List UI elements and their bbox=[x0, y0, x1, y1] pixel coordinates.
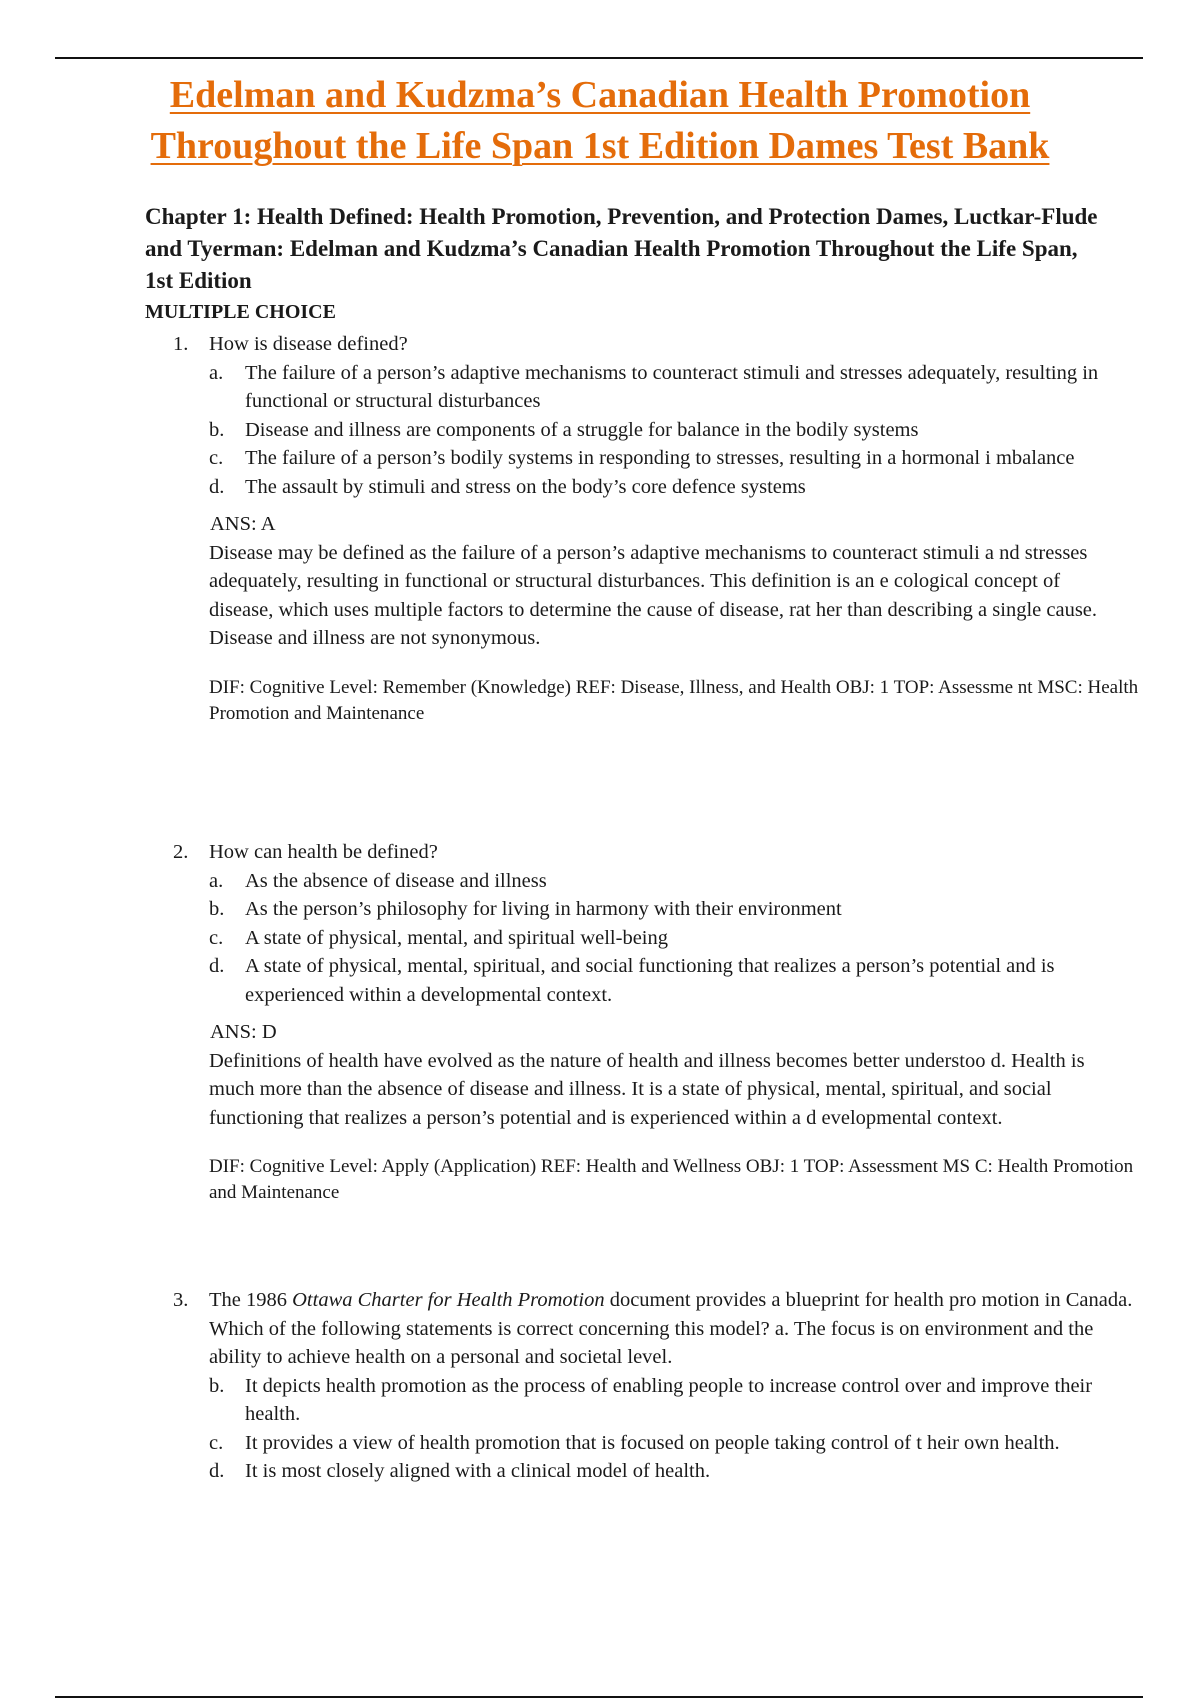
option-text: Disease and illness are components of a struggle for balance in the bodily systems bbox=[245, 418, 919, 441]
option-text: It depicts health promotion as the process of enabling people to increase control over and improve their health. bbox=[245, 1374, 1093, 1425]
option-c bbox=[209, 444, 1133, 473]
top-rule bbox=[55, 57, 1143, 59]
option-text: It provides a view of health promotion that is focused on people taking control of t heir own health. bbox=[245, 1431, 1060, 1454]
question-1 bbox=[173, 330, 1139, 727]
title-line-1[interactable]: Edelman and Kudzma’s Canadian Health Promotion bbox=[169, 74, 1031, 116]
chapter-heading: Chapter 1: Health Defined: Health Promotion, Prevention, and Protection Dames, Luctkar-Flude and Tyerman: Edelman and Kudzma’s Canadian Health Promotion Throughout the Life Span, 1st Edition bbox=[145, 204, 1098, 293]
option-letter: d. bbox=[209, 955, 225, 977]
option-text: A state of physical, mental, and spiritual well-being bbox=[245, 926, 668, 949]
document-title bbox=[0, 70, 1200, 172]
option-b bbox=[209, 1372, 1133, 1429]
option-d bbox=[209, 952, 1133, 1009]
question-number: 2. bbox=[173, 841, 189, 863]
option-c bbox=[209, 924, 1133, 953]
option-letter: d. bbox=[209, 1460, 225, 1482]
question-3 bbox=[173, 1286, 1133, 1486]
question-2 bbox=[173, 838, 1133, 1206]
option-d bbox=[209, 1457, 1133, 1486]
option-text: It is most closely aligned with a clinical model of health. bbox=[245, 1460, 711, 1482]
question-stem: How is disease defined? bbox=[209, 333, 408, 355]
question-stem bbox=[209, 1286, 1133, 1372]
option-letter: a. bbox=[209, 869, 224, 892]
question-metadata: DIF: Cognitive Level: Apply (Application) REF: Health and Wellness OBJ: 1 TOP: Assessment MS C: Health Promotion and Maintenance bbox=[209, 1156, 1134, 1203]
option-letter: b. bbox=[209, 1374, 225, 1397]
stem-text-before: The 1986 bbox=[209, 1289, 293, 1311]
option-letter: c. bbox=[209, 926, 224, 949]
option-a bbox=[209, 867, 1133, 896]
option-d bbox=[209, 473, 1133, 502]
option-a bbox=[209, 359, 1133, 416]
document-title-italic: Ottawa Charter for Health Promotion bbox=[292, 1289, 605, 1311]
answer-key: ANS: A bbox=[210, 513, 276, 535]
option-text: As the person’s philosophy for living in harmony with their environment bbox=[245, 898, 842, 920]
question-number: 3. bbox=[173, 1289, 189, 1311]
option-text: The assault by stimuli and stress on the body’s core defence systems bbox=[245, 475, 806, 498]
option-text: The failure of a person’s bodily systems in responding to stresses, resulting in a hormonal i mbalance bbox=[245, 447, 1075, 469]
question-metadata: DIF: Cognitive Level: Remember (Knowledge) REF: Disease, Illness, and Health OBJ: 1 TOP: Assessme nt MSC: Health Promotion and Maintenance bbox=[209, 676, 1139, 724]
option-text: As the absence of disease and illness bbox=[245, 869, 547, 892]
option-text: A state of physical, mental, spiritual, and social functioning that realizes a person’s potential and is experienced within a developmental context. bbox=[245, 955, 1055, 1006]
option-letter: c. bbox=[209, 447, 224, 469]
title-line-2[interactable]: Throughout the Life Span 1st Edition Dames Test Bank bbox=[150, 125, 1050, 167]
option-letter: c. bbox=[209, 1431, 224, 1454]
bottom-rule bbox=[55, 1696, 1143, 1698]
option-text: The failure of a person’s adaptive mechanisms to counteract stimuli and stresses adequately, resulting in functional or structural disturbances bbox=[245, 361, 1099, 412]
question-stem: How can health be defined? bbox=[209, 841, 438, 863]
option-letter: b. bbox=[209, 898, 225, 920]
option-letter: d. bbox=[209, 475, 225, 498]
section-label: MULTIPLE CHOICE bbox=[145, 301, 336, 323]
option-c bbox=[209, 1429, 1133, 1458]
option-letter: b. bbox=[209, 418, 225, 441]
option-b bbox=[209, 416, 1133, 445]
option-letter: a. bbox=[209, 361, 224, 384]
answer-key: ANS: D bbox=[210, 1021, 277, 1043]
option-b bbox=[209, 895, 1133, 924]
question-number: 1. bbox=[173, 333, 189, 355]
rationale: Definitions of health have evolved as the nature of health and illness becomes better understoo d. Health is much more than the absence of disease and illness. It is a state of physical, mental, spiritual, and social functioning that realizes a person’s potential and is experienced within a d evelopmental context. bbox=[209, 1049, 1085, 1129]
stem-text-after: document provides a blueprint for health pro motion in Canada. Which of the following statements is correct concerning this model? a. The focus is on environment and the ability to achieve health on a personal and societal level. bbox=[209, 1289, 1133, 1368]
rationale: Disease may be defined as the failure of a person’s adaptive mechanisms to counteract stimuli a nd stresses adequately, resulting in functional or structural disturbances. This definition is an e cological concept of disease, which uses multiple factors to determine the cause of disease, rat her than describing a single cause. Disease and illness are not synonymous. bbox=[209, 541, 1098, 649]
